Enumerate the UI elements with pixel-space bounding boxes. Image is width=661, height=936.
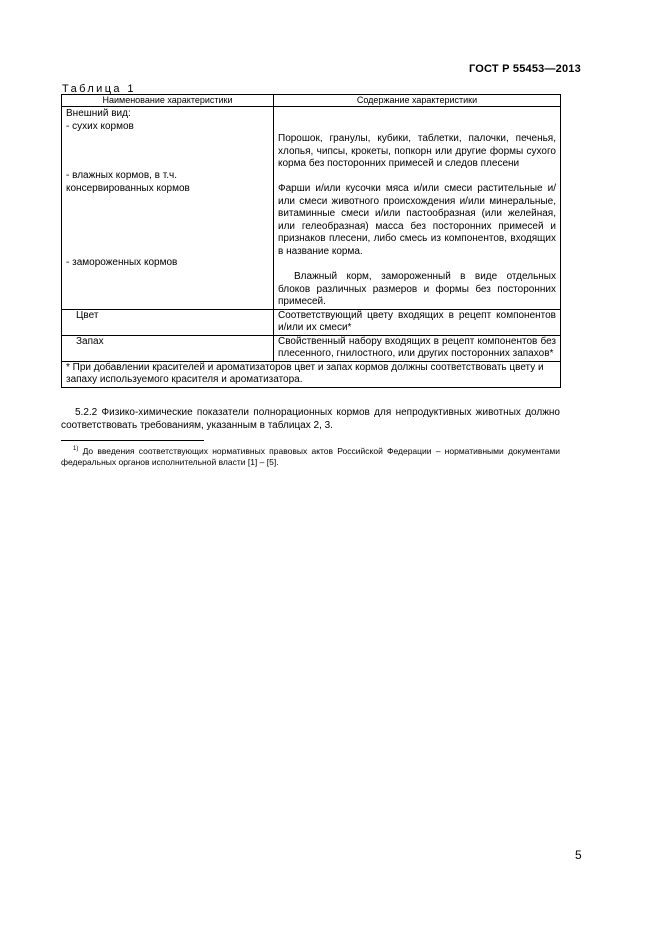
dry-feed-content: Порошок, гранулы, кубики, таблетки, палочки, печенья, хлопья, чипсы, крокеты, попкорн или другие формы сухого корма без посторонних примесей и следов плесени <box>278 133 556 169</box>
table-row-color <box>62 309 561 335</box>
wet-feed-content: Фарши и/или кусочки мяса и/или смеси растительные и/или смеси животного происхождения и/или минеральные, витаминные смеси и/или пастообразная (или желейная, или гелеобразная) масса без посторонних примесей и признаков плесени, либо смесь из компонентов, входящих в название корма. <box>278 183 556 257</box>
dry-feed-label: - сухих кормов <box>66 120 134 132</box>
smell-label: Запах <box>62 335 274 361</box>
frozen-feed-label: - замороженных кормов <box>66 257 178 268</box>
characteristics-table <box>61 94 561 388</box>
table-header-row <box>62 95 561 107</box>
appearance-labels-cell <box>62 107 274 310</box>
wet-feed-label-line2: консервированных кормов <box>66 182 190 194</box>
table-note-row <box>62 361 561 387</box>
frozen-feed-content: Влажный корм, замороженный в виде отдельных блоков различных размеров и формы без посторонних примесей. <box>278 271 556 307</box>
footnote-text: До введения соответствующих нормативных правовых актов Российской Федерации – нормативными документами федеральных органов исполнительной власти [1] – [5]. <box>61 445 560 468</box>
table-caption: Таблица 1 <box>62 83 136 95</box>
color-label: Цвет <box>62 309 274 335</box>
footnote-divider <box>61 440 204 441</box>
paragraph-5-2-2 <box>61 406 560 432</box>
appearance-group-label: Внешний вид: <box>66 108 131 119</box>
appearance-content-cell <box>274 107 561 310</box>
wet-feed-label-line1: - влажных кормов, в т.ч. <box>66 170 178 181</box>
smell-content: Свойственный набору входящих в рецепт компонентов без плесенного, гнилостного, или других посторонних запахов* <box>274 335 561 361</box>
column-header-content: Содержание характеристики <box>274 95 561 107</box>
footnote-mark: 1) <box>73 446 79 452</box>
page-number: 5 <box>575 848 582 862</box>
paragraph-text: 5.2.2 Физико-химические показатели полнорационных кормов для непродуктивных животных должно соответствовать требованиям, указанным в таблицах 2, 3. <box>61 407 560 431</box>
table-note: * При добавлении красителей и ароматизаторов цвет и запах кормов должны соответствовать цвету и запаху используемого красителя и ароматизатора. <box>62 361 561 387</box>
footnote <box>61 444 560 469</box>
table-row-appearance <box>62 107 561 310</box>
table-row-smell <box>62 335 561 361</box>
color-content: Соответствующий цвету входящих в рецепт компонентов и/или их смеси* <box>274 309 561 335</box>
column-header-name: Наименование характеристики <box>62 95 274 107</box>
standard-code: ГОСТ Р 55453—2013 <box>469 63 581 75</box>
